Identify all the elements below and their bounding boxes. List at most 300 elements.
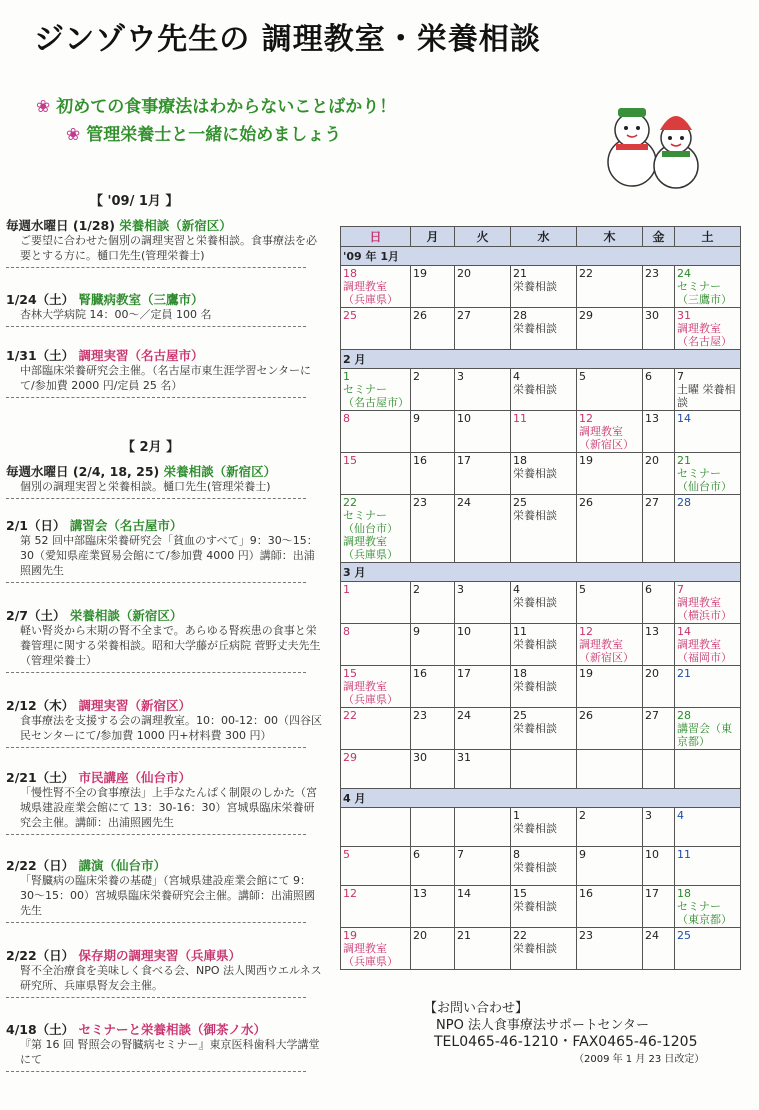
calendar-day-cell[interactable] <box>643 495 675 563</box>
event-calendar <box>340 226 741 970</box>
calendar-day-cell[interactable] <box>341 266 411 308</box>
event-item <box>6 218 324 268</box>
calendar-day-number: 3 <box>457 583 464 596</box>
calendar-event-label: 調理教室（横浜市） <box>677 596 732 622</box>
calendar-day-cell[interactable] <box>577 453 643 495</box>
calendar-event-label: 調理教室（新宿区） <box>579 425 634 451</box>
calendar-day-number: 1 <box>343 583 350 596</box>
tagline-1-text: 初めての食事療法はわからないことばかり！ <box>56 97 397 117</box>
calendar-day-number: 20 <box>645 667 659 680</box>
calendar-day-cell[interactable] <box>675 411 741 453</box>
calendar-day-cell[interactable] <box>455 847 511 886</box>
calendar-day-cell[interactable] <box>341 495 411 563</box>
calendar-day-cell[interactable] <box>675 928 741 970</box>
event-item <box>6 518 324 583</box>
calendar-day-cell[interactable] <box>643 750 675 789</box>
event-header <box>6 1022 324 1037</box>
event-item <box>6 608 324 673</box>
calendar-day-cell[interactable] <box>675 666 741 708</box>
calendar-day-number: 12 <box>343 887 357 900</box>
calendar-day-cell[interactable] <box>643 411 675 453</box>
calendar-event-label: 栄養相談 <box>513 322 557 335</box>
calendar-day-cell[interactable] <box>675 750 741 789</box>
calendar-day-number: 25 <box>677 929 691 942</box>
calendar-event-label: セミナー（東京都） <box>677 900 732 926</box>
calendar-day-cell[interactable] <box>675 624 741 666</box>
calendar-day-number: 19 <box>343 929 357 942</box>
calendar-day-number: 16 <box>413 667 427 680</box>
calendar-day-cell[interactable] <box>643 928 675 970</box>
tagline-2 <box>66 120 341 145</box>
calendar-day-number: 3 <box>645 809 652 822</box>
calendar-day-cell[interactable] <box>341 886 411 928</box>
calendar-day-cell[interactable] <box>411 928 455 970</box>
calendar-event-label: 講習会（東京都） <box>677 722 732 748</box>
calendar-day-number: 2 <box>579 809 586 822</box>
event-header <box>6 770 324 785</box>
page-title: ジンゾウ先生の 調理教室・栄養相談 <box>34 22 541 57</box>
calendar-event-label: 栄養相談 <box>513 861 557 874</box>
calendar-day-number: 20 <box>645 454 659 467</box>
calendar-day-number: 24 <box>457 496 471 509</box>
calendar-event-label: 栄養相談 <box>513 822 557 835</box>
calendar-day-cell[interactable] <box>675 495 741 563</box>
calendar-day-number: 28 <box>513 309 527 322</box>
calendar-day-cell[interactable] <box>455 666 511 708</box>
calendar-day-cell[interactable] <box>455 582 511 624</box>
calendar-day-number: 12 <box>579 625 593 638</box>
calendar-day-cell[interactable] <box>341 750 411 789</box>
event-description: 腎不全治療食を美味しく食べる会、NPO 法人関西ウエルネス研究所、兵庫県腎友会主催。 <box>20 964 322 992</box>
event-date: 2/1（日） <box>6 518 66 533</box>
event-title[interactable]: 栄養相談（新宿区） <box>119 218 232 233</box>
calendar-day-cell[interactable] <box>411 666 455 708</box>
calendar-day-cell[interactable] <box>411 582 455 624</box>
event-header <box>6 518 324 533</box>
event-item <box>6 464 324 499</box>
calendar-day-header: 水 <box>511 227 577 247</box>
calendar-day-cell[interactable] <box>577 495 643 563</box>
event-title[interactable]: 腎臓病教室（三鷹市） <box>78 292 204 307</box>
calendar-day-cell[interactable] <box>455 708 511 750</box>
calendar-day-cell[interactable] <box>643 582 675 624</box>
calendar-day-cell[interactable] <box>341 666 411 708</box>
calendar-day-cell[interactable] <box>675 808 741 847</box>
calendar-day-header: 月 <box>411 227 455 247</box>
calendar-day-cell[interactable] <box>455 453 511 495</box>
calendar-day-cell[interactable] <box>411 411 455 453</box>
calendar-day-cell[interactable] <box>675 847 741 886</box>
calendar-day-cell[interactable] <box>341 708 411 750</box>
calendar-event-label: 栄養相談 <box>513 722 557 735</box>
calendar-day-cell[interactable] <box>411 266 455 308</box>
calendar-day-cell[interactable] <box>511 666 577 708</box>
calendar-day-number: 17 <box>457 454 471 467</box>
calendar-day-header: 日 <box>341 227 411 247</box>
event-description: 杏林大学病院 14：00～／定員 100 名 <box>20 308 212 321</box>
calendar-day-number: 19 <box>579 454 593 467</box>
calendar-day-number: 11 <box>513 625 527 638</box>
calendar-day-cell[interactable] <box>577 308 643 350</box>
snowman-illustration-icon <box>596 100 714 190</box>
calendar-day-number: 31 <box>457 751 471 764</box>
calendar-day-number: 24 <box>645 929 659 942</box>
calendar-event-label: 土曜 栄養相談 <box>677 383 736 409</box>
event-date: 2/22（日） <box>6 858 75 873</box>
flower-icon: ❀ <box>66 125 81 145</box>
calendar-day-number: 26 <box>579 496 593 509</box>
calendar-day-cell[interactable] <box>577 266 643 308</box>
calendar-day-number: 28 <box>677 709 691 722</box>
event-title[interactable]: 栄養相談（新宿区） <box>69 608 183 623</box>
calendar-day-cell[interactable] <box>643 308 675 350</box>
calendar-day-cell[interactable] <box>643 666 675 708</box>
calendar-day-number: 21 <box>513 267 527 280</box>
calendar-day-number: 15 <box>513 887 527 900</box>
event-description: 第 52 回中部臨床栄養研究会「貧血のすべて」9：30～15：30（愛知県産業貿易会館にて/参加費 4000 円）講師：出浦照國先生 <box>20 534 318 577</box>
calendar-day-cell[interactable] <box>675 886 741 928</box>
calendar-day-cell[interactable] <box>455 495 511 563</box>
calendar-day-number: 2 <box>413 370 420 383</box>
calendar-day-cell[interactable] <box>511 266 577 308</box>
calendar-day-cell[interactable] <box>341 624 411 666</box>
calendar-event-label: 調理教室（兵庫県） <box>343 680 398 706</box>
calendar-day-number: 19 <box>579 667 593 680</box>
calendar-day-number: 4 <box>513 370 520 383</box>
jan-heading: 【 '09/ 1月 】 <box>90 194 179 209</box>
calendar-day-cell[interactable] <box>511 453 577 495</box>
calendar-day-cell[interactable] <box>511 928 577 970</box>
contact-phone: TEL0465-46-1210・FAX0465-46-1205 <box>434 1034 698 1050</box>
calendar-day-number: 15 <box>343 667 357 680</box>
divider <box>6 498 306 499</box>
event-description: 個別の調理実習と栄養相談。樋口先生(管理栄養士) <box>20 480 271 493</box>
calendar-day-cell[interactable] <box>675 582 741 624</box>
event-title[interactable]: 調理実習（新宿区） <box>78 698 192 713</box>
event-item <box>6 348 324 398</box>
calendar-day-number: 26 <box>413 309 427 322</box>
calendar-day-number: 9 <box>413 412 420 425</box>
event-header <box>6 948 324 963</box>
event-date: 2/7（土） <box>6 608 66 623</box>
calendar-day-number: 1 <box>343 370 350 383</box>
calendar-day-cell[interactable] <box>455 369 511 411</box>
calendar-day-number: 5 <box>343 848 350 861</box>
event-header <box>6 858 324 873</box>
calendar-event-label: 栄養相談 <box>513 680 557 693</box>
event-item <box>6 858 324 923</box>
event-header <box>6 218 324 233</box>
calendar-day-cell[interactable] <box>675 308 741 350</box>
calendar-day-number: 6 <box>645 583 652 596</box>
calendar-day-number: 29 <box>579 309 593 322</box>
event-title[interactable]: 市民講座（仙台市） <box>78 770 192 785</box>
calendar-day-cell[interactable] <box>411 847 455 886</box>
calendar-day-cell[interactable] <box>511 495 577 563</box>
calendar-day-cell[interactable] <box>675 266 741 308</box>
contact-org: NPO 法人食事療法サポートセンター <box>436 1018 650 1033</box>
calendar-day-cell[interactable] <box>341 847 411 886</box>
calendar-day-number: 7 <box>677 583 684 596</box>
divider <box>6 582 306 583</box>
calendar-day-number: 8 <box>513 848 520 861</box>
calendar-day-cell[interactable] <box>643 708 675 750</box>
calendar-day-number: 23 <box>413 496 427 509</box>
calendar-day-number: 18 <box>513 454 527 467</box>
calendar-day-cell[interactable] <box>643 624 675 666</box>
event-title[interactable]: 栄養相談（新宿区） <box>163 464 277 479</box>
calendar-day-number: 21 <box>677 454 691 467</box>
calendar-day-number: 6 <box>413 848 420 861</box>
calendar-day-cell[interactable] <box>341 411 411 453</box>
calendar-day-number: 17 <box>457 667 471 680</box>
calendar-day-number: 8 <box>343 412 350 425</box>
calendar-day-cell[interactable] <box>511 411 577 453</box>
calendar-day-cell[interactable] <box>455 808 511 847</box>
calendar-day-number: 26 <box>579 709 593 722</box>
calendar-day-number: 25 <box>513 496 527 509</box>
calendar-day-number: 11 <box>677 848 691 861</box>
event-description: 中部臨床栄養研究会主催。（名古屋市東生涯学習センターにて/参加費 2000 円/定員 25 名） <box>20 364 312 392</box>
calendar-day-cell[interactable] <box>643 453 675 495</box>
calendar-day-header: 木 <box>577 227 643 247</box>
calendar-day-number: 27 <box>645 709 659 722</box>
calendar-event-label: 栄養相談 <box>513 942 557 955</box>
calendar-day-cell[interactable] <box>455 928 511 970</box>
calendar-day-number: 25 <box>513 709 527 722</box>
calendar-day-number: 25 <box>343 309 357 322</box>
calendar-day-number: 22 <box>513 929 527 942</box>
calendar-day-header: 金 <box>643 227 675 247</box>
calendar-day-number: 22 <box>343 709 357 722</box>
calendar-day-cell[interactable] <box>411 495 455 563</box>
event-description: 食事療法を支援する会の調理教室。10：00-12：00（四谷区民センターにて/参加費 1000 円+材料費 300 円） <box>20 714 322 742</box>
event-item <box>6 1022 324 1072</box>
calendar-day-cell[interactable] <box>511 750 577 789</box>
calendar-event-label: 調理教室（新宿区） <box>579 638 634 664</box>
calendar-month-label: '09 年 1月 <box>341 247 741 266</box>
calendar-day-cell[interactable] <box>411 808 455 847</box>
calendar-day-number: 31 <box>677 309 691 322</box>
calendar-day-number: 21 <box>677 667 691 680</box>
calendar-day-cell[interactable] <box>455 624 511 666</box>
revision-date: （2009 年 1 月 23 日改定） <box>574 1054 705 1065</box>
calendar-day-cell[interactable] <box>341 453 411 495</box>
event-date: 毎週水曜日 (1/28) <box>6 218 115 233</box>
tagline-1 <box>36 92 396 117</box>
divider <box>6 326 306 327</box>
calendar-day-cell[interactable] <box>411 453 455 495</box>
calendar-event-label: セミナー（三鷹市） <box>677 280 732 306</box>
calendar-day-number: 18 <box>513 667 527 680</box>
calendar-day-number: 27 <box>457 309 471 322</box>
calendar-day-number: 22 <box>343 496 357 509</box>
calendar-day-cell[interactable] <box>675 708 741 750</box>
calendar-day-number: 10 <box>457 625 471 638</box>
calendar-day-number: 5 <box>579 583 586 596</box>
calendar-day-number: 18 <box>343 267 357 280</box>
event-title[interactable]: 保存期の調理実習（兵庫県） <box>78 948 242 963</box>
calendar-day-number: 1 <box>513 809 520 822</box>
calendar-event-label: 栄養相談 <box>513 467 557 480</box>
calendar-day-number: 7 <box>457 848 464 861</box>
event-date: 2/22（日） <box>6 948 75 963</box>
calendar-day-cell[interactable] <box>411 308 455 350</box>
calendar-day-number: 27 <box>645 496 659 509</box>
calendar-day-number: 3 <box>457 370 464 383</box>
calendar-event-label: 栄養相談 <box>513 280 557 293</box>
calendar-day-cell[interactable] <box>341 582 411 624</box>
calendar-day-cell[interactable] <box>411 624 455 666</box>
event-header <box>6 348 324 363</box>
calendar-day-number: 21 <box>457 929 471 942</box>
calendar-day-number: 2 <box>413 583 420 596</box>
calendar-day-cell[interactable] <box>511 808 577 847</box>
calendar-month-label: 4 月 <box>341 789 741 808</box>
calendar-day-number: 16 <box>579 887 593 900</box>
calendar-day-cell[interactable] <box>411 750 455 789</box>
calendar-day-cell[interactable] <box>577 808 643 847</box>
calendar-day-cell[interactable] <box>577 847 643 886</box>
calendar-day-cell[interactable] <box>411 369 455 411</box>
calendar-day-cell[interactable] <box>455 750 511 789</box>
calendar-day-number: 7 <box>677 370 684 383</box>
calendar-day-cell[interactable] <box>643 266 675 308</box>
divider <box>6 1071 306 1072</box>
calendar-day-cell[interactable] <box>577 369 643 411</box>
calendar-day-header: 火 <box>455 227 511 247</box>
calendar-day-cell[interactable] <box>643 847 675 886</box>
calendar-event-label: 調理教室（福岡市） <box>677 638 732 664</box>
calendar-day-cell[interactable] <box>643 369 675 411</box>
calendar-event-label: 栄養相談 <box>513 638 557 651</box>
calendar-day-number: 14 <box>677 412 691 425</box>
calendar-day-cell[interactable] <box>511 708 577 750</box>
calendar-day-number: 23 <box>413 709 427 722</box>
calendar-day-cell[interactable] <box>511 369 577 411</box>
event-item <box>6 770 324 835</box>
calendar-day-cell[interactable] <box>341 308 411 350</box>
calendar-day-number: 30 <box>413 751 427 764</box>
calendar-day-header: 土 <box>675 227 741 247</box>
divider <box>6 834 306 835</box>
calendar-day-cell[interactable] <box>455 411 511 453</box>
calendar-day-cell[interactable] <box>341 928 411 970</box>
calendar-day-cell[interactable] <box>675 369 741 411</box>
calendar-day-cell[interactable] <box>511 582 577 624</box>
calendar-day-cell[interactable] <box>577 928 643 970</box>
event-description: 『第 16 回 腎照会の腎臓病セミナー』東京医科歯科大学講堂にて <box>20 1038 320 1066</box>
calendar-event-label: 栄養相談 <box>513 509 557 522</box>
calendar-day-number: 11 <box>513 412 527 425</box>
calendar-event-label: セミナー（仙台市） <box>677 467 732 493</box>
calendar-day-cell[interactable] <box>411 708 455 750</box>
calendar-day-number: 9 <box>579 848 586 861</box>
divider <box>6 397 306 398</box>
calendar-event-label: 栄養相談 <box>513 900 557 913</box>
calendar-day-cell[interactable] <box>411 886 455 928</box>
calendar-day-number: 28 <box>677 496 691 509</box>
calendar-day-number: 14 <box>677 625 691 638</box>
calendar-day-number: 20 <box>413 929 427 942</box>
event-date: 2/12（木） <box>6 698 75 713</box>
calendar-day-number: 10 <box>645 848 659 861</box>
calendar-day-number: 20 <box>457 267 471 280</box>
calendar-day-cell[interactable] <box>455 308 511 350</box>
calendar-day-number: 24 <box>677 267 691 280</box>
calendar-day-cell[interactable] <box>511 308 577 350</box>
event-title[interactable]: 講習会（名古屋市） <box>69 518 183 533</box>
calendar-day-number: 9 <box>413 625 420 638</box>
calendar-day-cell[interactable] <box>577 886 643 928</box>
event-date: 毎週水曜日 (2/4, 18, 25) <box>6 464 160 479</box>
calendar-day-cell[interactable] <box>577 411 643 453</box>
calendar-event-label: 栄養相談 <box>513 596 557 609</box>
calendar-day-number: 23 <box>579 929 593 942</box>
contact-heading: 【お問い合わせ】 <box>424 1001 529 1016</box>
calendar-day-number: 30 <box>645 309 659 322</box>
calendar-event-label: 栄養相談 <box>513 383 557 396</box>
calendar-day-number: 15 <box>343 454 357 467</box>
calendar-day-cell[interactable] <box>577 582 643 624</box>
calendar-day-number: 23 <box>645 267 659 280</box>
calendar-day-number: 17 <box>645 887 659 900</box>
calendar-day-cell[interactable] <box>511 886 577 928</box>
event-item <box>6 292 324 327</box>
calendar-month-label: 3 月 <box>341 563 741 582</box>
calendar-day-number: 19 <box>413 267 427 280</box>
calendar-day-number: 4 <box>513 583 520 596</box>
calendar-event-label: セミナー（名古屋市） <box>343 383 409 409</box>
calendar-day-number: 8 <box>343 625 350 638</box>
feb-heading: 【 2月 】 <box>122 440 180 455</box>
event-title[interactable]: セミナーと栄養相談（御茶ノ水） <box>78 1022 267 1037</box>
calendar-day-cell[interactable] <box>675 453 741 495</box>
calendar-day-cell[interactable] <box>341 369 411 411</box>
event-description: 「腎臓病の臨床栄養の基礎」（宮城県建設産業会館にて 9：30～15：00）宮城県臨床栄養研究会主催。講師：出浦照國先生 <box>20 874 315 917</box>
event-date: 4/18（土） <box>6 1022 75 1037</box>
event-title[interactable]: 調理実習（名古屋市） <box>78 348 204 363</box>
divider <box>6 747 306 748</box>
calendar-day-cell[interactable] <box>577 708 643 750</box>
calendar-event-label: 調理教室（名古屋） <box>677 322 732 348</box>
calendar-day-cell[interactable] <box>577 624 643 666</box>
contact-block <box>424 1000 704 1068</box>
calendar-event-label: 調理教室（兵庫県） <box>343 942 398 968</box>
calendar-day-number: 29 <box>343 751 357 764</box>
calendar-day-number: 4 <box>677 809 684 822</box>
calendar-day-number: 6 <box>645 370 652 383</box>
calendar-day-cell[interactable] <box>643 886 675 928</box>
calendar-day-number: 22 <box>579 267 593 280</box>
calendar-day-cell[interactable] <box>455 266 511 308</box>
calendar-day-cell[interactable] <box>511 624 577 666</box>
divider <box>6 997 306 998</box>
calendar-day-cell[interactable] <box>455 886 511 928</box>
event-header <box>6 608 324 623</box>
calendar-day-number: 18 <box>677 887 691 900</box>
tagline-2-text: 管理栄養士と一緒に始めましょう <box>86 125 342 145</box>
calendar-day-cell[interactable] <box>643 808 675 847</box>
calendar-day-cell[interactable] <box>577 750 643 789</box>
calendar-day-cell[interactable] <box>577 666 643 708</box>
flower-icon: ❀ <box>36 97 51 117</box>
event-header <box>6 698 324 713</box>
calendar-day-cell[interactable] <box>341 808 411 847</box>
calendar-day-number: 13 <box>645 625 659 638</box>
calendar-day-cell[interactable] <box>511 847 577 886</box>
event-title[interactable]: 講演（仙台市） <box>78 858 167 873</box>
